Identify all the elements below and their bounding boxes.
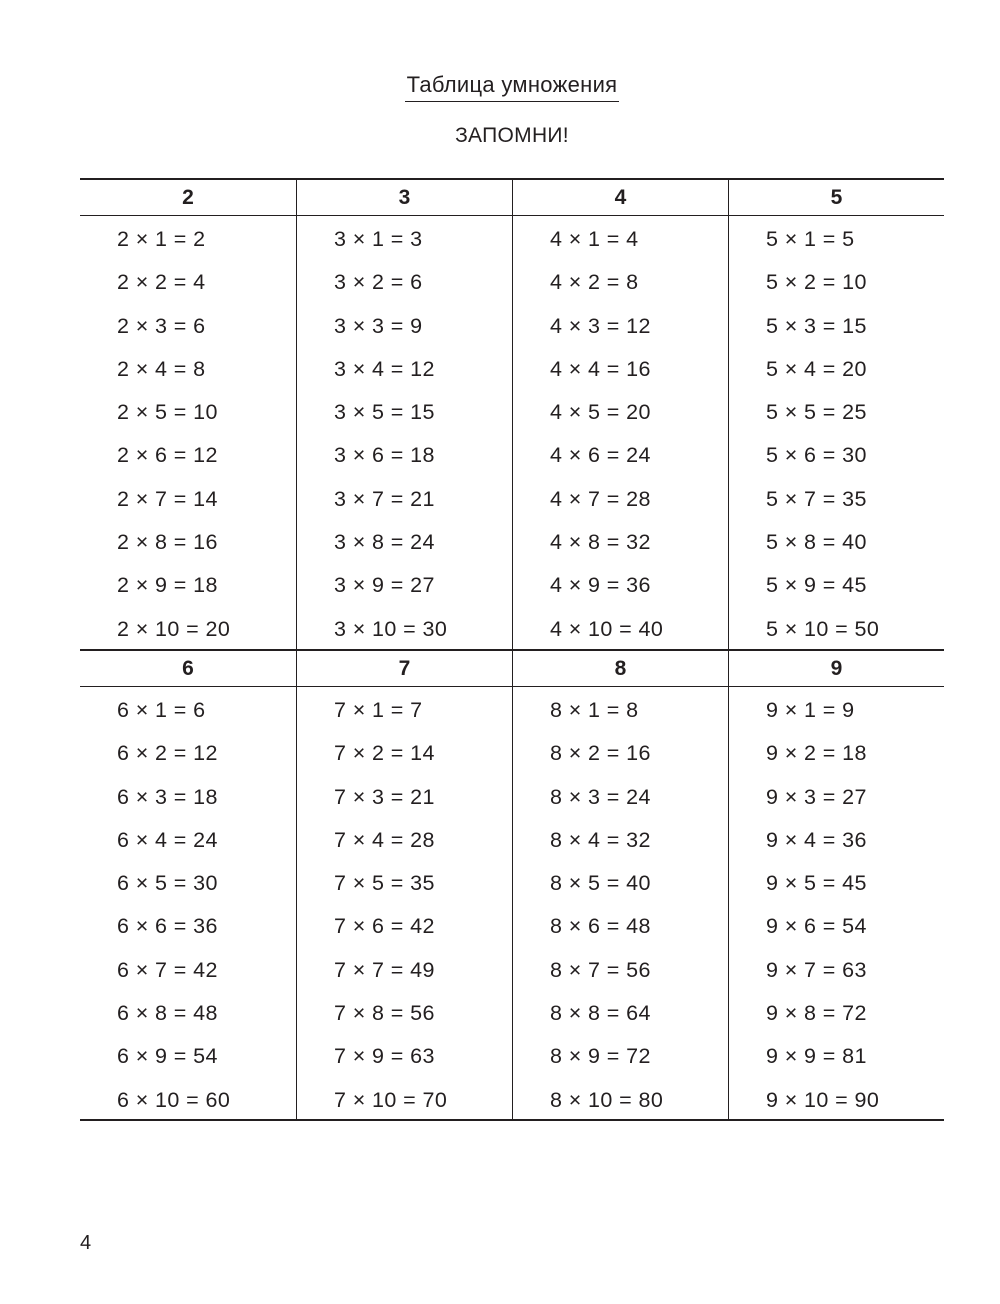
table-row: 5 × 10 = 50 [766, 616, 880, 641]
table-row: 6 × 5 = 30 [117, 871, 218, 896]
table-row: 3 × 2 = 6 [334, 270, 423, 295]
table-row: 8 × 10 = 80 [550, 1087, 664, 1112]
table-row: 8 × 7 = 56 [550, 957, 651, 982]
table-row: 8 × 8 = 64 [550, 1001, 651, 1026]
table-row: 6 × 3 = 18 [117, 784, 218, 809]
table-block-bottom [80, 649, 944, 1120]
column-header: 9 [729, 651, 944, 687]
table-row: 9 × 7 = 63 [766, 957, 867, 982]
table-row: 3 × 1 = 3 [334, 227, 423, 251]
table-row: 4 × 5 = 20 [550, 400, 651, 425]
table-row: 8 × 9 = 72 [550, 1044, 651, 1069]
table-row: 3 × 8 = 24 [334, 530, 435, 555]
column-header: 2 [80, 180, 296, 216]
column-rows [80, 687, 296, 1122]
table-column [512, 651, 728, 1120]
table-row: 6 × 8 = 48 [117, 1001, 218, 1026]
table-row: 4 × 9 = 36 [550, 573, 651, 598]
table-row: 4 × 2 = 8 [550, 270, 639, 295]
table-column [80, 180, 296, 649]
table-row: 9 × 4 = 36 [766, 827, 867, 852]
table-row: 6 × 1 = 6 [117, 698, 206, 722]
table-row: 7 × 5 = 35 [334, 871, 435, 896]
table-row: 9 × 10 = 90 [766, 1087, 880, 1112]
table-row: 2 × 6 = 12 [117, 443, 218, 468]
page-title [0, 72, 1000, 102]
table-row: 8 × 4 = 32 [550, 827, 651, 852]
table-column [512, 180, 728, 649]
table-row: 9 × 6 = 54 [766, 914, 867, 939]
table-row: 2 × 10 = 20 [117, 616, 231, 641]
page-title-text: Таблица умножения [405, 72, 620, 102]
table-row: 9 × 2 = 18 [766, 741, 867, 766]
column-rows [297, 216, 512, 651]
table-row: 6 × 2 = 12 [117, 741, 218, 766]
table-row: 9 × 9 = 81 [766, 1044, 867, 1069]
table-row: 3 × 5 = 15 [334, 400, 435, 425]
table-block-top [80, 180, 944, 649]
table-row: 4 × 4 = 16 [550, 356, 651, 381]
table-row: 9 × 1 = 9 [766, 698, 855, 722]
table-row: 6 × 6 = 36 [117, 914, 218, 939]
table-row: 2 × 9 = 18 [117, 573, 218, 598]
table-row: 2 × 1 = 2 [117, 227, 206, 251]
column-header: 6 [80, 651, 296, 687]
table-row: 3 × 3 = 9 [334, 313, 423, 338]
table-row: 2 × 7 = 14 [117, 486, 218, 511]
table-row: 8 × 3 = 24 [550, 784, 651, 809]
table-row: 3 × 9 = 27 [334, 573, 435, 598]
table-row: 4 × 6 = 24 [550, 443, 651, 468]
table-row: 3 × 6 = 18 [334, 443, 435, 468]
table-row: 7 × 1 = 7 [334, 698, 423, 722]
table-row: 6 × 7 = 42 [117, 957, 218, 982]
table-row: 2 × 8 = 16 [117, 530, 218, 555]
page-number: 4 [80, 1232, 92, 1254]
table-row: 5 × 8 = 40 [766, 530, 867, 555]
table-row: 7 × 8 = 56 [334, 1001, 435, 1026]
column-rows [80, 216, 296, 651]
table-row: 7 × 9 = 63 [334, 1044, 435, 1069]
table-row: 3 × 4 = 12 [334, 356, 435, 381]
table-row: 7 × 4 = 28 [334, 827, 435, 852]
table-row: 7 × 10 = 70 [334, 1087, 448, 1112]
table-row: 4 × 10 = 40 [550, 616, 664, 641]
table-row: 5 × 7 = 35 [766, 486, 867, 511]
table-row: 5 × 5 = 25 [766, 400, 867, 425]
table-column [296, 180, 512, 649]
table-row: 7 × 2 = 14 [334, 741, 435, 766]
column-header: 8 [513, 651, 728, 687]
table-row: 5 × 2 = 10 [766, 270, 867, 295]
table-row: 4 × 1 = 4 [550, 227, 639, 251]
table-row: 7 × 3 = 21 [334, 784, 435, 809]
table-row: 4 × 7 = 28 [550, 486, 651, 511]
table-row: 3 × 10 = 30 [334, 616, 448, 641]
table-column [728, 180, 944, 649]
table-row: 5 × 1 = 5 [766, 227, 855, 251]
table-column [80, 651, 296, 1120]
table-row: 7 × 7 = 49 [334, 957, 435, 982]
table-row: 9 × 3 = 27 [766, 784, 867, 809]
table-row: 5 × 3 = 15 [766, 313, 867, 338]
page-subtitle: ЗАПОМНИ! [455, 124, 569, 147]
column-header: 5 [729, 180, 944, 216]
table-row: 5 × 6 = 30 [766, 443, 867, 468]
table-row: 8 × 6 = 48 [550, 914, 651, 939]
table-row: 8 × 2 = 16 [550, 741, 651, 766]
table-row: 5 × 4 = 20 [766, 356, 867, 381]
table-column [728, 651, 944, 1120]
column-header: 7 [297, 651, 512, 687]
column-rows [513, 216, 728, 651]
table-row: 9 × 8 = 72 [766, 1001, 867, 1026]
table-row: 2 × 2 = 4 [117, 270, 206, 295]
column-rows [729, 216, 944, 651]
table-row: 9 × 5 = 45 [766, 871, 867, 896]
column-rows [729, 687, 944, 1122]
column-rows [513, 687, 728, 1122]
table-row: 8 × 1 = 8 [550, 698, 639, 722]
multiplication-table [80, 178, 944, 1121]
table-row: 6 × 10 = 60 [117, 1087, 231, 1112]
table-row: 4 × 3 = 12 [550, 313, 651, 338]
table-row: 2 × 4 = 8 [117, 356, 206, 381]
table-column [296, 651, 512, 1120]
table-row: 3 × 7 = 21 [334, 486, 435, 511]
table-row: 6 × 4 = 24 [117, 827, 218, 852]
table-row: 8 × 5 = 40 [550, 871, 651, 896]
table-row: 2 × 3 = 6 [117, 313, 206, 338]
column-rows [297, 687, 512, 1122]
table-row: 2 × 5 = 10 [117, 400, 218, 425]
table-row: 6 × 9 = 54 [117, 1044, 218, 1069]
column-header: 3 [297, 180, 512, 216]
table-row: 5 × 9 = 45 [766, 573, 867, 598]
table-row: 7 × 6 = 42 [334, 914, 435, 939]
table-row: 4 × 8 = 32 [550, 530, 651, 555]
column-header: 4 [513, 180, 728, 216]
